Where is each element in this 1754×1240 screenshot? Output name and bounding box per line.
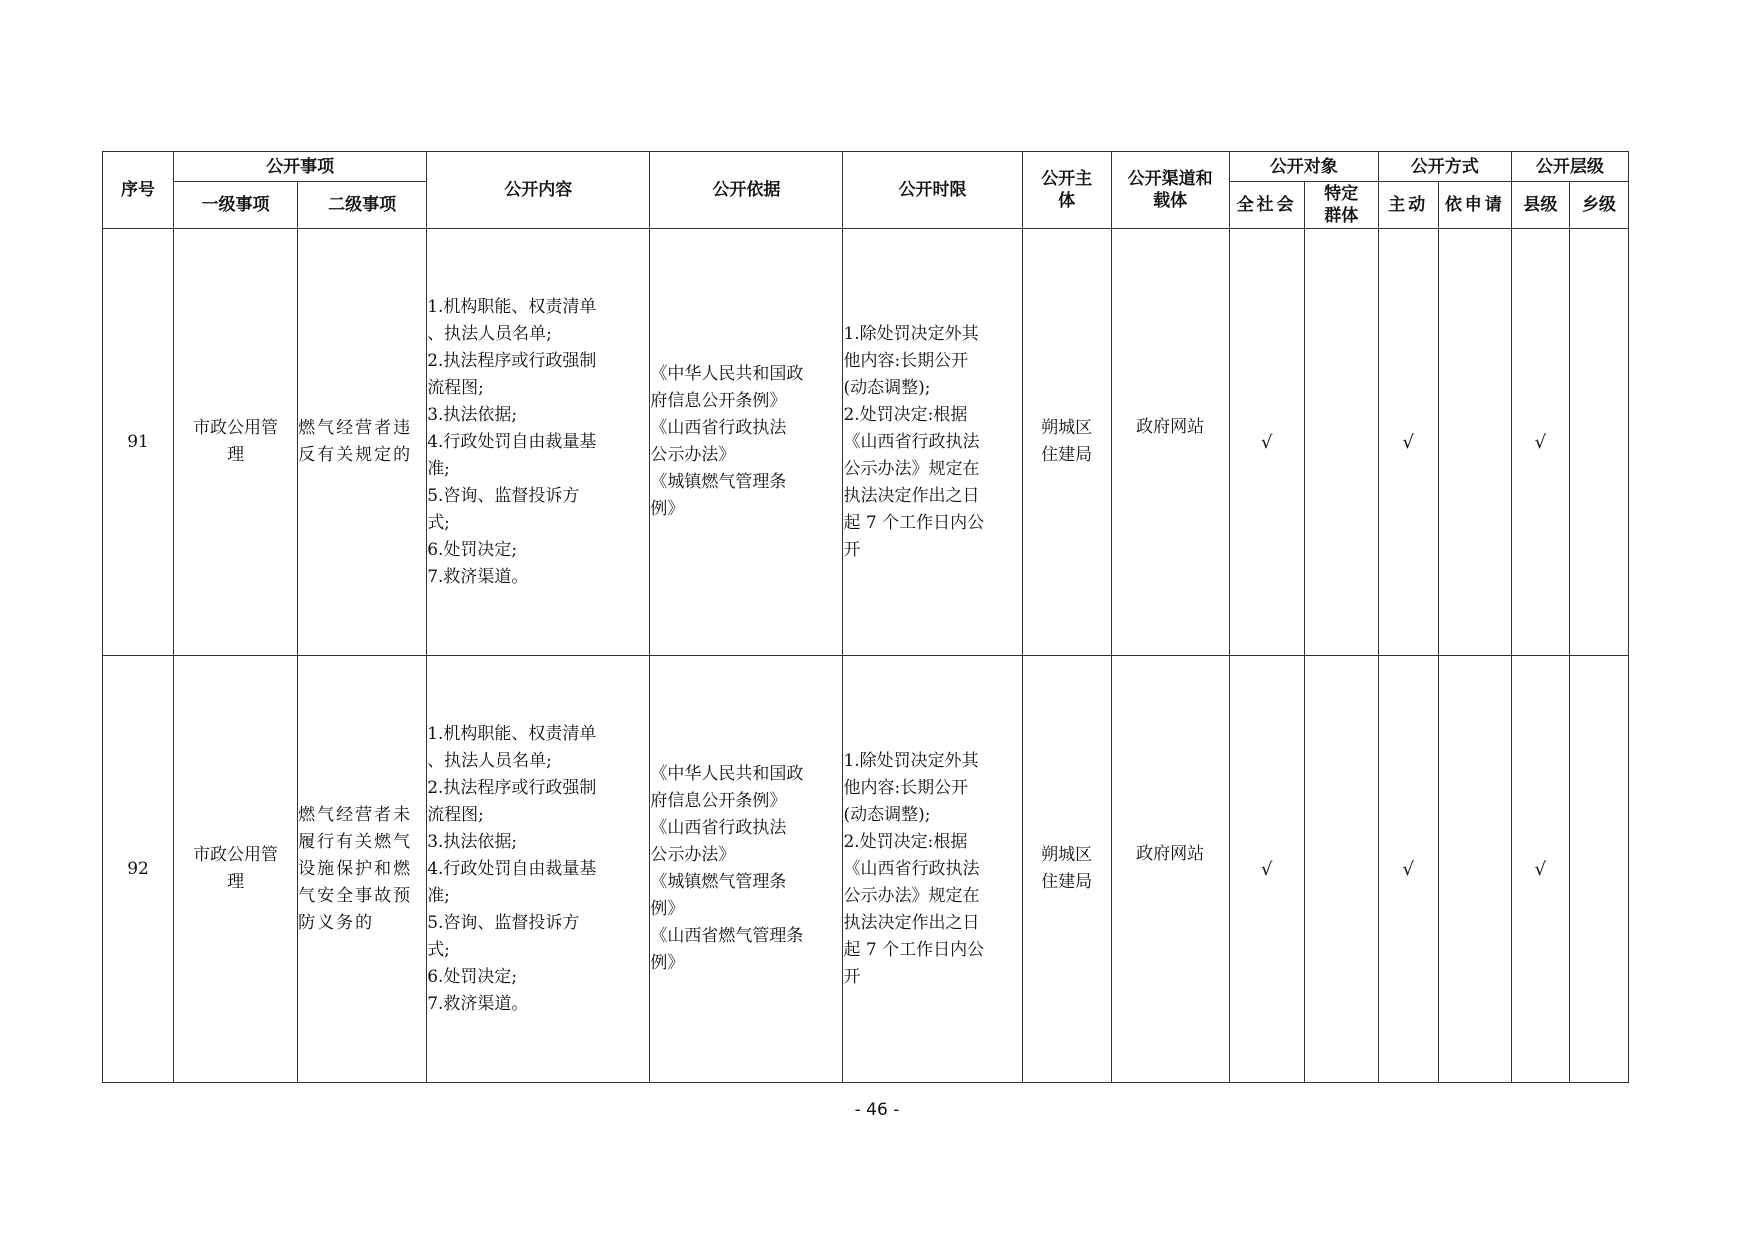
row-subject: 朔城区住建局 [1022, 229, 1111, 656]
basis-line: 《山西省燃气管理条 [650, 926, 804, 946]
header-item-group: 公开事项 [174, 152, 427, 182]
time-limit-line: 开 [843, 966, 861, 987]
header-level-group: 公开层级 [1511, 152, 1628, 182]
header-audience-all: 全社会 [1229, 182, 1304, 229]
time-limit-line: 公示办法》规定在 [843, 885, 980, 906]
checkmark-audience-all: √ [1229, 229, 1304, 656]
checkmark-audience-all: √ [1229, 656, 1304, 1083]
row-subject: 朔城区住建局 [1022, 656, 1111, 1083]
cell-audience-specific [1304, 229, 1378, 656]
cell-audience-specific [1304, 656, 1378, 1083]
content-line: 4.行政处罚自由裁量基 [427, 858, 597, 879]
time-limit-line: 《山西省行政执法 [843, 431, 980, 452]
content-line: 准; [427, 458, 450, 479]
disclosure-table-container [102, 151, 1629, 1083]
content-line: 、执法人员名单; [427, 323, 552, 344]
time-limit-line: 2.处罚决定:根据 [843, 831, 968, 852]
cell-level-town [1569, 656, 1628, 1083]
content-line: 流程图; [427, 804, 484, 825]
content-line: 准; [427, 885, 450, 906]
basis-line: 《中华人民共和国政 [650, 364, 804, 384]
content-line: 1.机构职能、权责清单 [427, 723, 597, 744]
time-limit-line: 《山西省行政执法 [843, 858, 980, 879]
content-line: 3.执法依据; [427, 831, 518, 852]
content-line: 6.处罚决定; [427, 539, 518, 560]
time-limit-line: 1.除处罚决定外其 [843, 750, 979, 771]
basis-line: 例》 [650, 953, 685, 973]
header-channel: 公开渠道和载体 [1111, 152, 1229, 229]
content-line: 式; [427, 512, 450, 533]
row-basis [650, 229, 843, 656]
content-line: 流程图; [427, 377, 484, 398]
basis-line: 例》 [650, 899, 685, 919]
row-channel: 政府网站 [1111, 656, 1229, 1083]
cell-method-request [1438, 229, 1511, 656]
checkmark-level-county: √ [1511, 656, 1569, 1083]
header-audience-specific: 特定群体 [1304, 182, 1378, 229]
content-line: 7.救济渠道。 [427, 566, 529, 587]
row-channel: 政府网站 [1111, 229, 1229, 656]
time-limit-line: 执法决定作出之日 [843, 912, 980, 933]
row-seq: 91 [103, 229, 174, 656]
page-number: - 46 - [854, 1100, 900, 1120]
basis-line: 《城镇燃气管理条 [650, 472, 787, 492]
header-level1: 一级事项 [174, 182, 298, 229]
table-header [103, 152, 1629, 229]
header-audience-group: 公开对象 [1229, 152, 1378, 182]
content-line: 4.行政处罚自由裁量基 [427, 431, 597, 452]
time-limit-line: (动态调整); [843, 804, 931, 825]
content-line: 5.咨询、监督投诉方 [427, 485, 580, 506]
row-time-limit [843, 656, 1022, 1083]
cell-level-town [1569, 229, 1628, 656]
cell-method-request [1438, 656, 1511, 1083]
content-line: 6.处罚决定; [427, 966, 518, 987]
basis-line: 府信息公开条例》 [650, 791, 787, 811]
time-limit-line: 1.除处罚决定外其 [843, 323, 979, 344]
content-line: 、执法人员名单; [427, 750, 552, 771]
row-content [427, 656, 650, 1083]
header-level-county: 县级 [1511, 182, 1569, 229]
content-line: 7.救济渠道。 [427, 993, 529, 1014]
content-line: 3.执法依据; [427, 404, 518, 425]
checkmark-method-active: √ [1378, 229, 1438, 656]
header-level-town: 乡级 [1569, 182, 1628, 229]
content-line: 2.执法程序或行政强制 [427, 350, 597, 371]
content-line: 5.咨询、监督投诉方 [427, 912, 580, 933]
checkmark-level-county: √ [1511, 229, 1569, 656]
basis-line: 《城镇燃气管理条 [650, 872, 787, 892]
header-level2: 二级事项 [298, 182, 427, 229]
basis-line: 《中华人民共和国政 [650, 764, 804, 784]
table-row [103, 656, 1629, 1083]
header-method-active: 主动 [1378, 182, 1438, 229]
row-basis [650, 656, 843, 1083]
time-limit-line: 2.处罚决定:根据 [843, 404, 968, 425]
basis-line: 府信息公开条例》 [650, 391, 787, 411]
header-time-limit: 公开时限 [843, 152, 1022, 229]
row-seq: 92 [103, 656, 174, 1083]
row-level2: 燃气经营者违反有关规定的 [298, 229, 427, 656]
basis-line: 《山西省行政执法 [650, 418, 787, 438]
disclosure-table [102, 151, 1629, 1083]
row-level1: 市政公用管理 [174, 656, 298, 1083]
basis-line: 公示办法》 [650, 845, 736, 865]
header-seq: 序号 [103, 152, 174, 229]
time-limit-line: (动态调整); [843, 377, 931, 398]
content-line: 1.机构职能、权责清单 [427, 296, 597, 317]
header-method-group: 公开方式 [1378, 152, 1511, 182]
time-limit-line: 起 7 个工作日内公 [843, 512, 985, 533]
time-limit-line: 执法决定作出之日 [843, 485, 980, 506]
time-limit-line: 他内容:长期公开 [843, 350, 969, 371]
time-limit-line: 公示办法》规定在 [843, 458, 980, 479]
checkmark-method-active: √ [1378, 656, 1438, 1083]
row-time-limit [843, 229, 1022, 656]
time-limit-line: 他内容:长期公开 [843, 777, 969, 798]
basis-line: 例》 [650, 499, 685, 519]
row-content [427, 229, 650, 656]
table-row [103, 229, 1629, 656]
time-limit-line: 开 [843, 539, 861, 560]
content-line: 2.执法程序或行政强制 [427, 777, 597, 798]
content-line: 式; [427, 939, 450, 960]
row-level2: 燃气经营者未履行有关燃气设施保护和燃气安全事故预防义务的 [298, 656, 427, 1083]
header-content: 公开内容 [427, 152, 650, 229]
row-level1: 市政公用管理 [174, 229, 298, 656]
header-method-request: 依申请 [1438, 182, 1511, 229]
basis-line: 公示办法》 [650, 445, 736, 465]
time-limit-line: 起 7 个工作日内公 [843, 939, 985, 960]
basis-line: 《山西省行政执法 [650, 818, 787, 838]
header-subject: 公开主体 [1022, 152, 1111, 229]
header-basis: 公开依据 [650, 152, 843, 229]
